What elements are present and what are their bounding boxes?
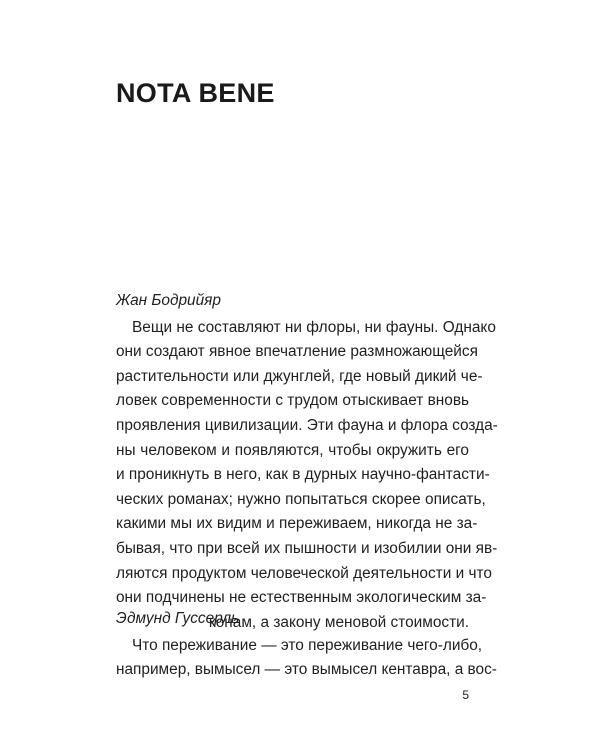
paragraph-line: бывая, что при всей их пышности и изобилии они яв-: [116, 539, 498, 557]
paragraph-line: и проникнуть в него, как в дурных научно-фантасти-: [116, 466, 490, 484]
paragraph-line: они создают явное впечатление размножающейся: [116, 343, 478, 361]
paragraph-line: растительности или джунглей, где новый дикий че-: [116, 367, 483, 385]
paragraph-line: какими мы их видим и переживаем, никогда не за-: [116, 515, 478, 533]
page-title: NOTA BENE: [116, 78, 275, 108]
section-paragraph: [116, 634, 497, 683]
paragraph-line: ловек современности с трудом отыскивает вновь: [116, 392, 470, 410]
page-number: 5: [462, 688, 469, 702]
paragraph-line: они подчинены не естественным экологическим за-: [116, 589, 487, 607]
quote-section-husserl: [116, 607, 497, 683]
section-author: Жан Бодрийяр: [116, 292, 221, 309]
paragraph-line: ческих романах; нужно попытаться скорее описать,: [116, 490, 486, 508]
section-author: Эдмунд Гуссерль: [116, 610, 240, 627]
paragraph-line: ляются продуктом человеческой деятельности и что: [116, 564, 492, 582]
paragraph-line: конам, а закону меновой стоимости.: [208, 613, 469, 631]
paragraph-line: Вещи не составляют ни флоры, ни фауны. Однако: [132, 318, 496, 336]
paragraph-line: проявления цивилизации. Эти фауна и флора созда-: [116, 416, 498, 434]
section-paragraph: [116, 316, 498, 636]
paragraph-line: например, вымысел — это вымысел кентавра, а вос-: [116, 661, 497, 679]
paragraph-line: Что переживание — это переживание чего-либо,: [132, 636, 483, 654]
paragraph-line: ны человеком и появляются, чтобы окружить его: [116, 441, 469, 459]
quote-section-baudrillard: [116, 289, 498, 635]
